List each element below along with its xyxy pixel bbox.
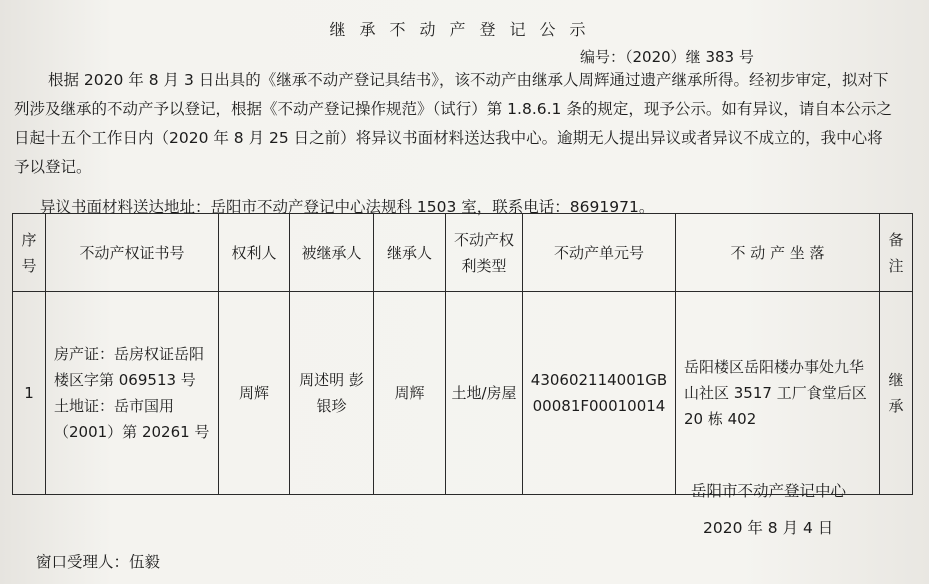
- cell-certificate: 房产证：岳房权证岳阳楼区字第 069513 号土地证：岳市国用（2001）第 20261 号: [46, 292, 219, 495]
- issuing-organization: 岳阳市不动产登记中心: [691, 482, 847, 500]
- cell-decedent: 周述明 彭银珍: [290, 292, 374, 495]
- header-seq: 序号: [13, 214, 46, 292]
- window-receiver: [36, 550, 160, 572]
- objection-address: 异议书面材料送达地址：岳阳市不动产登记中心法规科 1503 室，联系电话：8691971。: [40, 198, 655, 216]
- cell-seq: 1: [13, 292, 46, 495]
- notice-title: 继承不动产登记公示: [329, 20, 600, 39]
- cell-right-type: 土地/房屋: [446, 292, 523, 495]
- issue-date: 2020 年 8 月 4 日: [703, 519, 834, 537]
- table-header-row: [13, 214, 913, 292]
- header-unit-no: 不动产单元号: [523, 214, 676, 292]
- header-obligee: 权利人: [219, 214, 290, 292]
- document-number: 编号：（2020）继 383 号: [580, 48, 754, 66]
- cell-unit-no: 430602114001GB00081F00010014: [523, 292, 676, 495]
- cell-obligee: 周辉: [219, 292, 290, 495]
- receiver-name: 伍毅: [129, 553, 161, 571]
- header-certificate: 不动产权证书号: [46, 214, 219, 292]
- notice-body: 根据 2020 年 8 月 3 日出具的《继承不动产登记具结书》，该不动产由继承人周辉通过遗产继承所得。经初步审定，拟对下列涉及继承的不动产予以登记，根据《不动产登记操作规范》（试行）第 1.8.6.1 条的规定，现予公示。如有异议，请自本公示之日起十五个工作日内（2020 年 8 月 25 日之前）将异议书面材料送达我中心。逾期无人提出异议或者异议不成立的，我中心将予以登记。: [14, 71, 892, 176]
- registration-table: [12, 213, 913, 495]
- header-right-type: 不动产权利类型: [446, 214, 523, 292]
- header-decedent: 被继承人: [290, 214, 374, 292]
- cell-location: 岳阳楼区岳阳楼办事处九华山社区 3517 工厂食堂后区 20 栋 402: [676, 292, 880, 495]
- cell-heir: 周辉: [374, 292, 446, 495]
- table-row: [13, 292, 913, 495]
- cell-remark: 继承: [880, 292, 913, 495]
- receiver-label: 窗口受理人：: [36, 553, 130, 571]
- header-heir: 继承人: [374, 214, 446, 292]
- header-remark: 备注: [880, 214, 913, 292]
- header-location: 不 动 产 坐 落: [676, 214, 880, 292]
